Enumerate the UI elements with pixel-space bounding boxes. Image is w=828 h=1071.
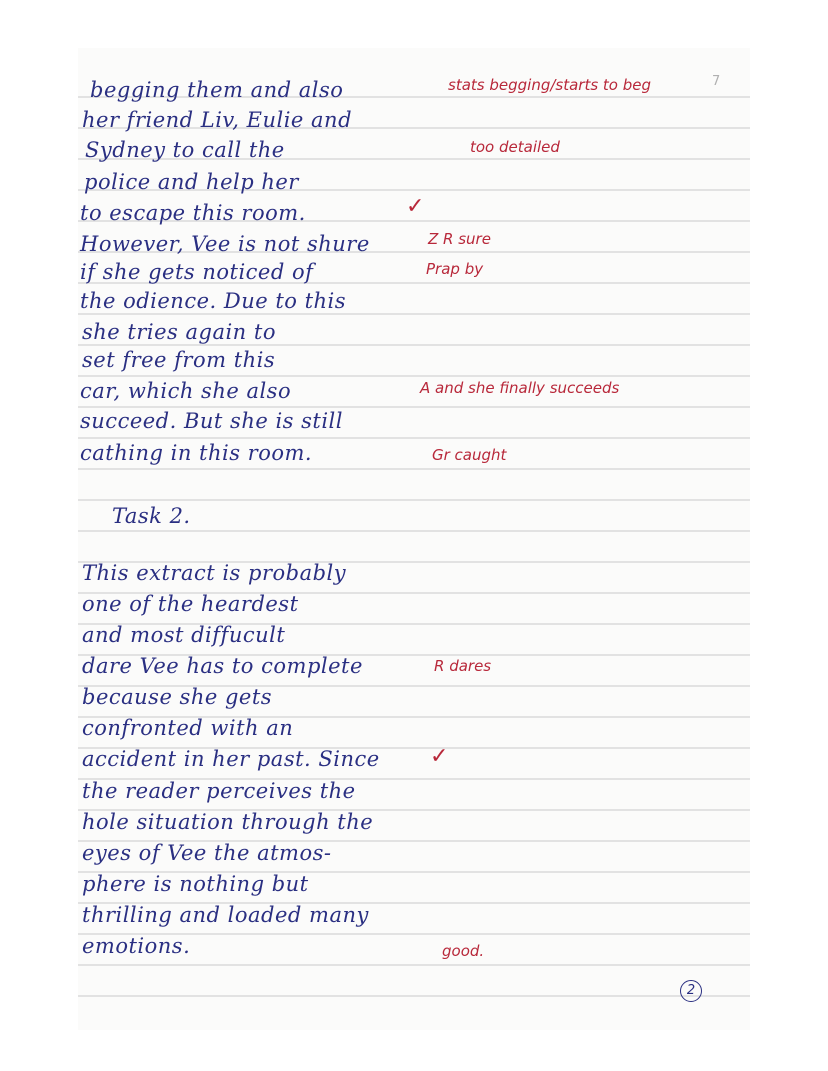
student-line: However, Vee is not shure — [80, 232, 370, 256]
student-line: This extract is probably — [82, 561, 347, 585]
page-number: 2 — [680, 980, 702, 1002]
student-line: eyes of Vee the atmos- — [82, 841, 332, 865]
corner-number: 7 — [712, 74, 721, 89]
check-mark-icon: ✓ — [406, 194, 425, 219]
student-line: set free from this — [82, 348, 276, 372]
student-line: to escape this room. — [80, 201, 306, 225]
teacher-note: stats begging/starts to beg — [448, 76, 652, 94]
student-line: succeed. But she is still — [80, 409, 343, 433]
student-line: accident in her past. Since — [82, 747, 380, 771]
teacher-note: good. — [442, 942, 485, 960]
student-line: car, which she also — [80, 379, 292, 403]
task-heading: Task 2. — [112, 504, 191, 528]
teacher-note: Z R sure — [428, 230, 491, 248]
student-line: her friend Liv, Eulie and — [82, 108, 353, 132]
student-line: cathing in this room. — [80, 441, 313, 465]
student-line: hole situation through the — [82, 810, 374, 834]
student-line: and most diffucult — [82, 623, 286, 647]
student-line: phere is nothing but — [82, 872, 309, 896]
student-line: dare Vee has to complete — [82, 654, 363, 678]
student-line: if she gets noticed of — [80, 260, 314, 284]
teacher-note: Prap by — [426, 260, 484, 278]
teacher-note: too detailed — [470, 138, 560, 156]
student-line: confronted with an — [82, 716, 294, 740]
student-line: Sydney to call the — [85, 138, 285, 162]
student-line: emotions. — [82, 934, 191, 958]
teacher-note: A and she finally succeeds — [420, 379, 620, 397]
teacher-note: R dares — [434, 657, 492, 675]
teacher-note: Gr caught — [432, 446, 507, 464]
student-line: she tries again to — [82, 320, 276, 344]
student-line: thrilling and loaded many — [82, 903, 369, 927]
student-line: police and help her — [84, 170, 299, 194]
student-line: the reader perceives the — [82, 779, 356, 803]
check-mark-icon: ✓ — [430, 744, 449, 769]
student-line: because she gets — [82, 685, 273, 709]
student-line: one of the heardest — [82, 592, 299, 616]
student-line: the odience. Due to this — [80, 289, 347, 313]
student-line: begging them and also — [90, 78, 344, 102]
